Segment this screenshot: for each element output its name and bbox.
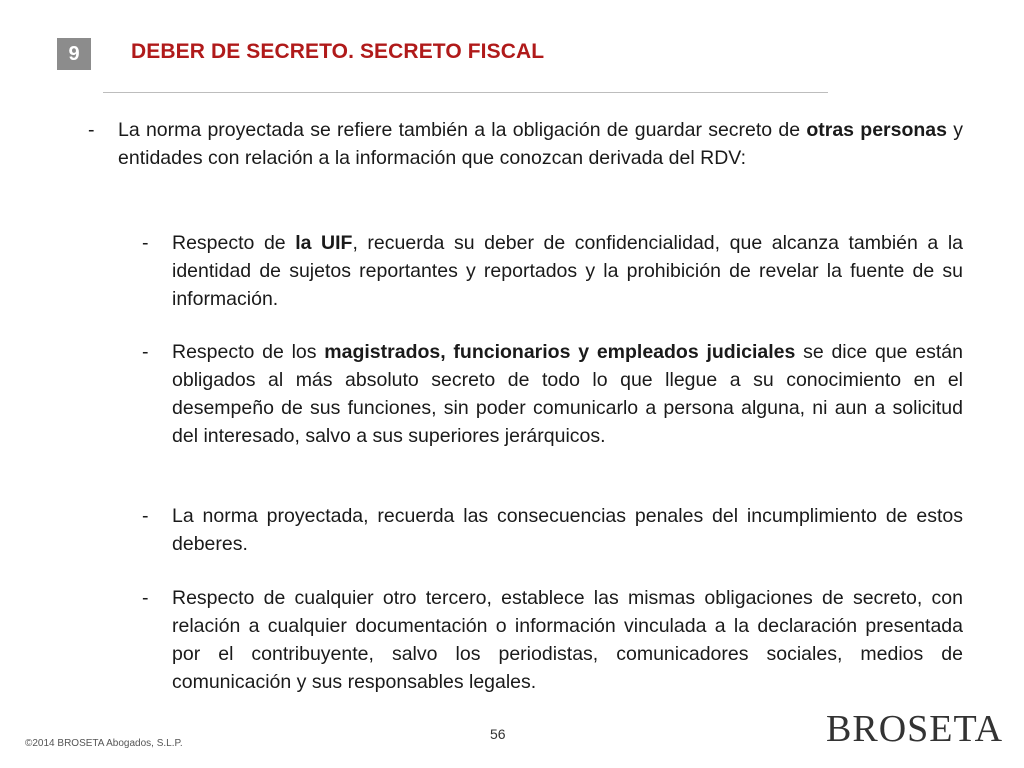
text-run: Respecto de: [172, 232, 296, 254]
bullet-tercero-text: [172, 584, 963, 696]
bullet-dash: -: [142, 505, 149, 527]
bullet-uif-text: [172, 229, 963, 313]
bullet-judiciales-text: [172, 338, 963, 450]
bullet-dash: -: [142, 587, 149, 609]
text-run: se dice que están obligados al más absoluto secreto de todo lo que llegue a su conocimiento en el desempeño de sus funciones, sin poder comunicarlo a persona alguna, ni aun a solicitud del interesado, salvo a sus superiores jerárquicos.: [172, 341, 963, 447]
bullet-uif: [142, 229, 964, 313]
bullet-dash: -: [142, 232, 149, 254]
text-run: Respecto de cualquier otro tercero, establece las mismas obligaciones de secreto, con relación a cualquier documentación o información vinculada a la declaración presentada por el contribuyente, salvo los periodistas, comunicadores sociales, medios de comunicación y sus responsables legales.: [172, 587, 963, 693]
bullet-judiciales: [142, 338, 963, 450]
text-run: La norma proyectada, recuerda las consecuencias penales del incumplimiento de estos deberes.: [172, 505, 963, 555]
bold-run: magistrados, funcionarios y empleados judiciales: [324, 341, 796, 363]
page-number: 56: [490, 726, 506, 742]
copyright-notice: ©2014 BROSETA Abogados, S.L.P.: [25, 738, 183, 749]
text-run: La norma proyectada se refiere también a la obligación de guardar secreto de: [118, 119, 807, 141]
slide-number: 9: [68, 42, 80, 65]
text-run: Respecto de los: [172, 341, 325, 363]
bullet-tercero: [142, 584, 963, 696]
slide-number-badge: [57, 38, 91, 70]
bullet-intro-text: [118, 116, 963, 172]
text-run: , recuerda su deber de confidencialidad, que alcanza también a la identidad de sujetos reportantes y reportados y la prohibición de revelar la fuente de su información.: [172, 232, 964, 310]
bullet-intro: [88, 116, 963, 172]
bullet-penales-text: [172, 502, 963, 558]
bold-run: otras personas: [806, 119, 947, 141]
bold-run: la UIF: [295, 232, 353, 254]
bullet-dash: -: [142, 341, 149, 363]
slide-title: DEBER DE SECRETO. SECRETO FISCAL: [131, 40, 545, 63]
text-run: y entidades con relación a la información que conozcan derivada del RDV:: [118, 119, 963, 169]
title-divider: [103, 92, 828, 93]
bullet-penales: [142, 502, 963, 558]
bullet-dash: -: [88, 119, 95, 141]
broseta-logo: BROSETA: [826, 708, 1004, 750]
